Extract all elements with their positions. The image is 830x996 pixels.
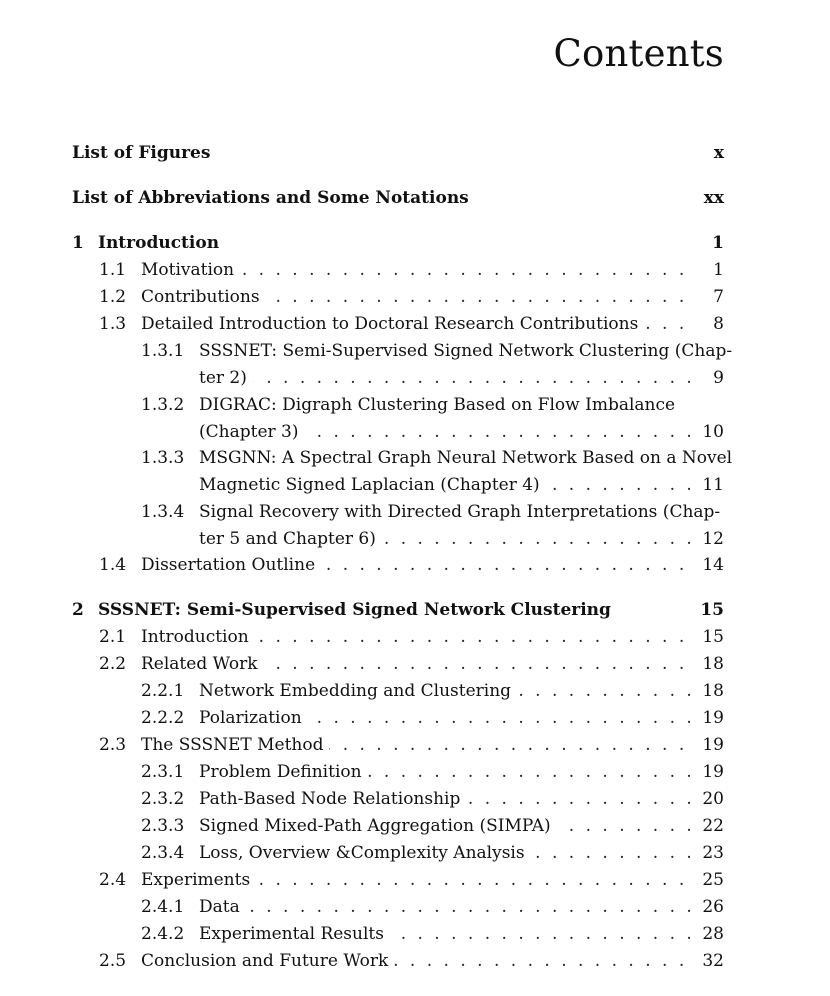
entry-number: 1.2 [99,287,127,307]
entry-title: Signed Mixed-Path Aggregation (SIMPA) [199,816,557,836]
page-number: 19 [702,735,724,755]
entry-number: 2.1 [99,627,127,647]
entry-number: 2.2.1 [141,681,185,701]
entry-title: Path-Based Node Relationship [199,789,466,809]
entry-number: 2.4.2 [141,924,185,944]
entry-title: Problem Definition [199,762,368,782]
entry-title: The SSSNET Method [141,735,329,755]
page-number: 25 [702,870,724,890]
entry-title: Introduction [141,627,255,647]
page-number: xx [703,188,724,208]
entry-title: Related Work [141,654,264,674]
entry-title: Data [199,897,246,917]
entry-title: Introduction [98,233,225,253]
entry-number: 1.3.3 [141,448,185,468]
entry-title: ter 2) [199,368,253,388]
entry-number: 2.3.1 [141,762,185,782]
entry-title: MSGNN: A Spectral Graph Neural Network Based on a Novel [199,448,738,468]
entry-title: Experiments [141,870,256,890]
page-number: 28 [702,924,724,944]
entry-title: SSSNET: Semi-Supervised Signed Network Clustering [98,600,617,620]
entry-number: 1.3.2 [141,394,185,415]
page-number: 14 [702,555,724,575]
page-number: 1 [713,260,724,280]
page-number: 15 [700,600,724,620]
entry-title: Detailed Introduction to Doctoral Research Contributions [141,314,644,334]
entry-number: 2.3.4 [141,843,185,863]
page-number: 32 [702,951,724,971]
entry-number: 1.3 [99,314,127,334]
entry-number: 1.3.1 [141,341,185,361]
entry-title: Signal Recovery with Directed Graph Interpretations (Chap- [199,502,726,522]
entry-number: 2.3.3 [141,816,185,836]
entry-title: Dissertation Outline [141,555,321,575]
page-number: 15 [702,627,724,647]
entry-number: 1.1 [99,260,127,280]
entry-number: 1.3.4 [141,501,185,522]
page-number: 19 [702,762,724,782]
page-number: 8 [713,314,724,334]
page-number: 12 [702,528,724,549]
entry-title: Magnetic Signed Laplacian (Chapter 4) [199,475,546,495]
page-number: x [713,143,724,163]
entry-title: ter 5 and Chapter 6) [199,529,382,549]
entry-title: DIGRAC: Digraph Clustering Based on Flow Imbalance [199,395,681,415]
entry-title: Network Embedding and Clustering [199,681,517,701]
page-number: 9 [713,368,724,388]
entry-number: 2 [72,600,84,620]
entry-title: Experimental Results [199,924,390,944]
entry-title: Loss, Overview &Complexity Analysis [199,843,531,863]
entry-number: 2.5 [99,951,127,971]
page-number: 19 [702,708,724,728]
page-number: 26 [702,897,724,917]
entry-number: 2.4 [99,870,127,890]
entry-title: (Chapter 3) [199,422,304,442]
entry-title: Contributions [141,287,266,307]
entry-number: 2.4.1 [141,897,185,917]
page-number: 20 [702,789,724,809]
entry-title: Conclusion and Future Work [141,951,394,971]
entry-title: SSSNET: Semi-Supervised Signed Network Clustering (Chap- [199,341,738,361]
entry-number: 2.3.2 [141,789,185,809]
page-number: 23 [702,843,724,863]
entry-title: Polarization [199,708,308,728]
entry-number: 1.4 [99,555,127,575]
page-number: 7 [713,287,724,307]
page-title: Contents [553,32,724,75]
entry-number: 2.2 [99,654,127,674]
entry-title: List of Abbreviations and Some Notations [72,188,475,208]
entry-number: 2.2.2 [141,708,185,728]
entry-title: List of Figures [72,143,216,163]
entry-number: 1 [72,233,84,253]
page-number: 1 [712,233,724,253]
page-number: 10 [702,421,724,442]
entry-number: 2.3 [99,735,127,755]
page-number: 18 [702,654,724,674]
page-number: 11 [702,475,724,495]
entry-title: Motivation [141,260,240,280]
page-number: 22 [702,816,724,836]
page-number: 18 [702,681,724,701]
